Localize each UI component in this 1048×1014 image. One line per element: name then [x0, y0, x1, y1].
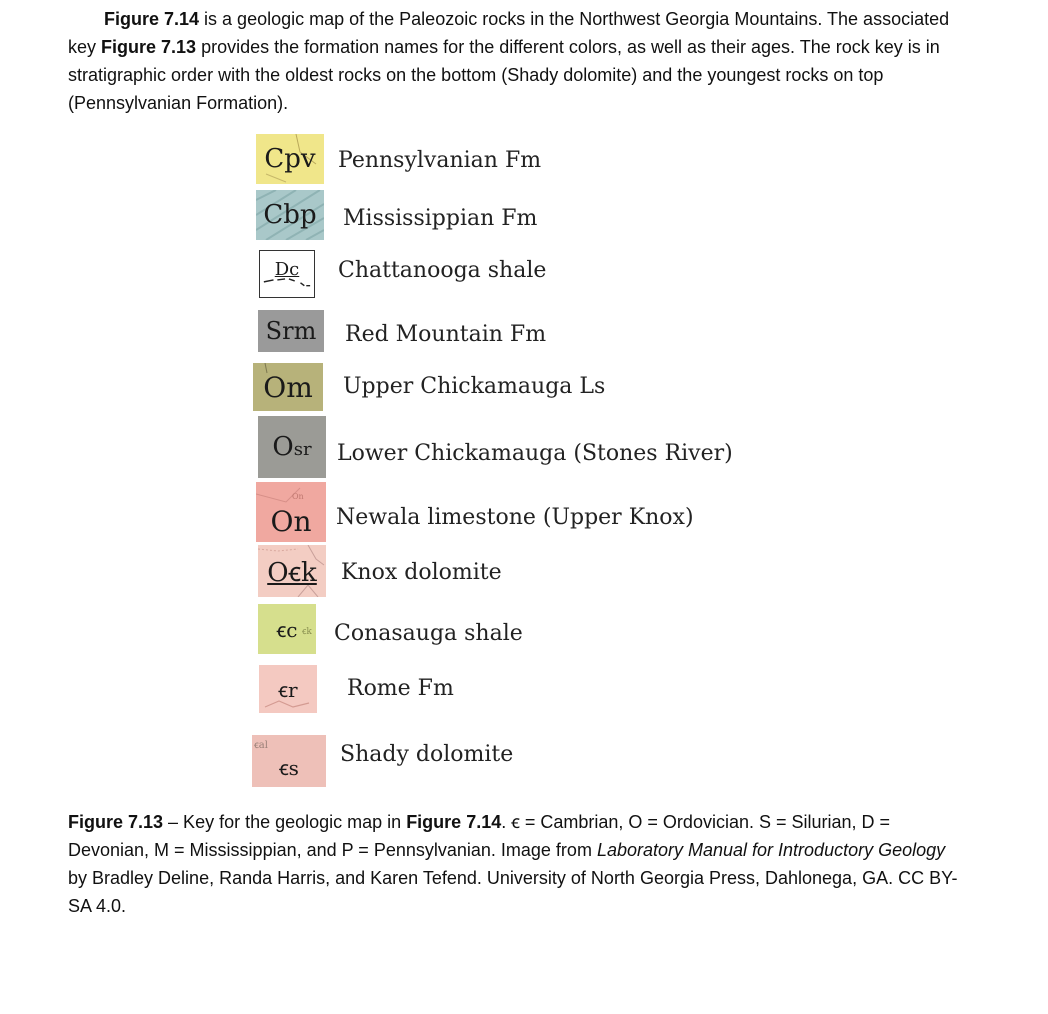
- swatch-code: Osr: [272, 432, 312, 462]
- swatch-on: [256, 482, 326, 542]
- swatch-small-text: ꞓal: [254, 740, 268, 751]
- figure-ref: Figure 7.13: [68, 812, 164, 832]
- swatch-code: ꞓs: [279, 755, 299, 780]
- figure-ref: Figure 7.14: [406, 812, 502, 832]
- legend-label: Upper Chickamauga Ls: [343, 374, 606, 399]
- legend-label: Chattanooga shale: [338, 258, 547, 283]
- swatch-code: Cbp: [263, 200, 317, 230]
- swatch-ock: [258, 545, 326, 597]
- swatch-srm: [258, 310, 324, 352]
- legend-label: Knox dolomite: [341, 560, 502, 585]
- caption-text-2: . ꞓ = Cambrian, O = Ordovician. S = Silurian, D = Devonian, M = Mississippian, and P = Pennsylvanian. Image from: [68, 812, 891, 860]
- swatch-cc: [258, 604, 316, 654]
- swatch-code: On: [270, 504, 312, 538]
- intro-text-2: provides the formation names for the different colors, as well as their ages. The rock key is in stratigraphic order with the oldest rocks on the bottom (Shady dolomite) and the youngest rocks on top (Pennsylvanian Formation).: [68, 37, 940, 113]
- swatch-om: [253, 363, 323, 411]
- swatch-code: Srm: [265, 317, 317, 345]
- swatch-code: ꞓc: [276, 617, 298, 642]
- legend-label: Rome Fm: [347, 676, 454, 701]
- legend-label: Pennsylvanian Fm: [338, 148, 542, 173]
- swatch-code: ꞓr: [278, 677, 298, 702]
- swatch-cr: [259, 665, 317, 713]
- swatch-code: Dc: [274, 259, 300, 280]
- legend-label: Newala limestone (Upper Knox): [336, 505, 694, 530]
- caption-text-1: – Key for the geologic map in: [163, 812, 407, 832]
- swatch-cbp: [256, 190, 324, 240]
- swatch-dc: [259, 250, 315, 298]
- caption-text-3: by Bradley Deline, Randa Harris, and Karen Tefend. University of North Georgia Press, Dahlonega, GA. CC BY-SA 4.0.: [68, 868, 958, 916]
- intro-text-1: is a geologic map of the Paleozoic rocks in the Northwest Georgia Mountains. The associated key: [68, 9, 950, 57]
- swatch-small-text: ꞓk: [302, 627, 312, 637]
- swatch-code: Cpv: [264, 144, 316, 174]
- swatch-cs: [252, 735, 326, 787]
- legend-label: Lower Chickamauga (Stones River): [337, 441, 733, 466]
- swatch-osr: [258, 416, 326, 478]
- figure-caption: [68, 808, 968, 920]
- swatch-small-text: On: [292, 492, 304, 501]
- book-title: Laboratory Manual for Introductory Geology: [596, 840, 946, 860]
- legend-label: Red Mountain Fm: [345, 322, 547, 347]
- swatch-code: Oꞓk: [267, 558, 317, 588]
- swatch-code: Om: [263, 370, 313, 404]
- legend-label: Conasauga shale: [334, 621, 523, 646]
- legend-label: Shady dolomite: [340, 742, 514, 767]
- swatch-cpv: [256, 134, 324, 184]
- legend-label: Mississippian Fm: [343, 206, 538, 231]
- figure-ref: Figure 7.13: [101, 37, 197, 57]
- figure-ref: Figure 7.14: [104, 9, 200, 29]
- intro-paragraph: [68, 5, 968, 117]
